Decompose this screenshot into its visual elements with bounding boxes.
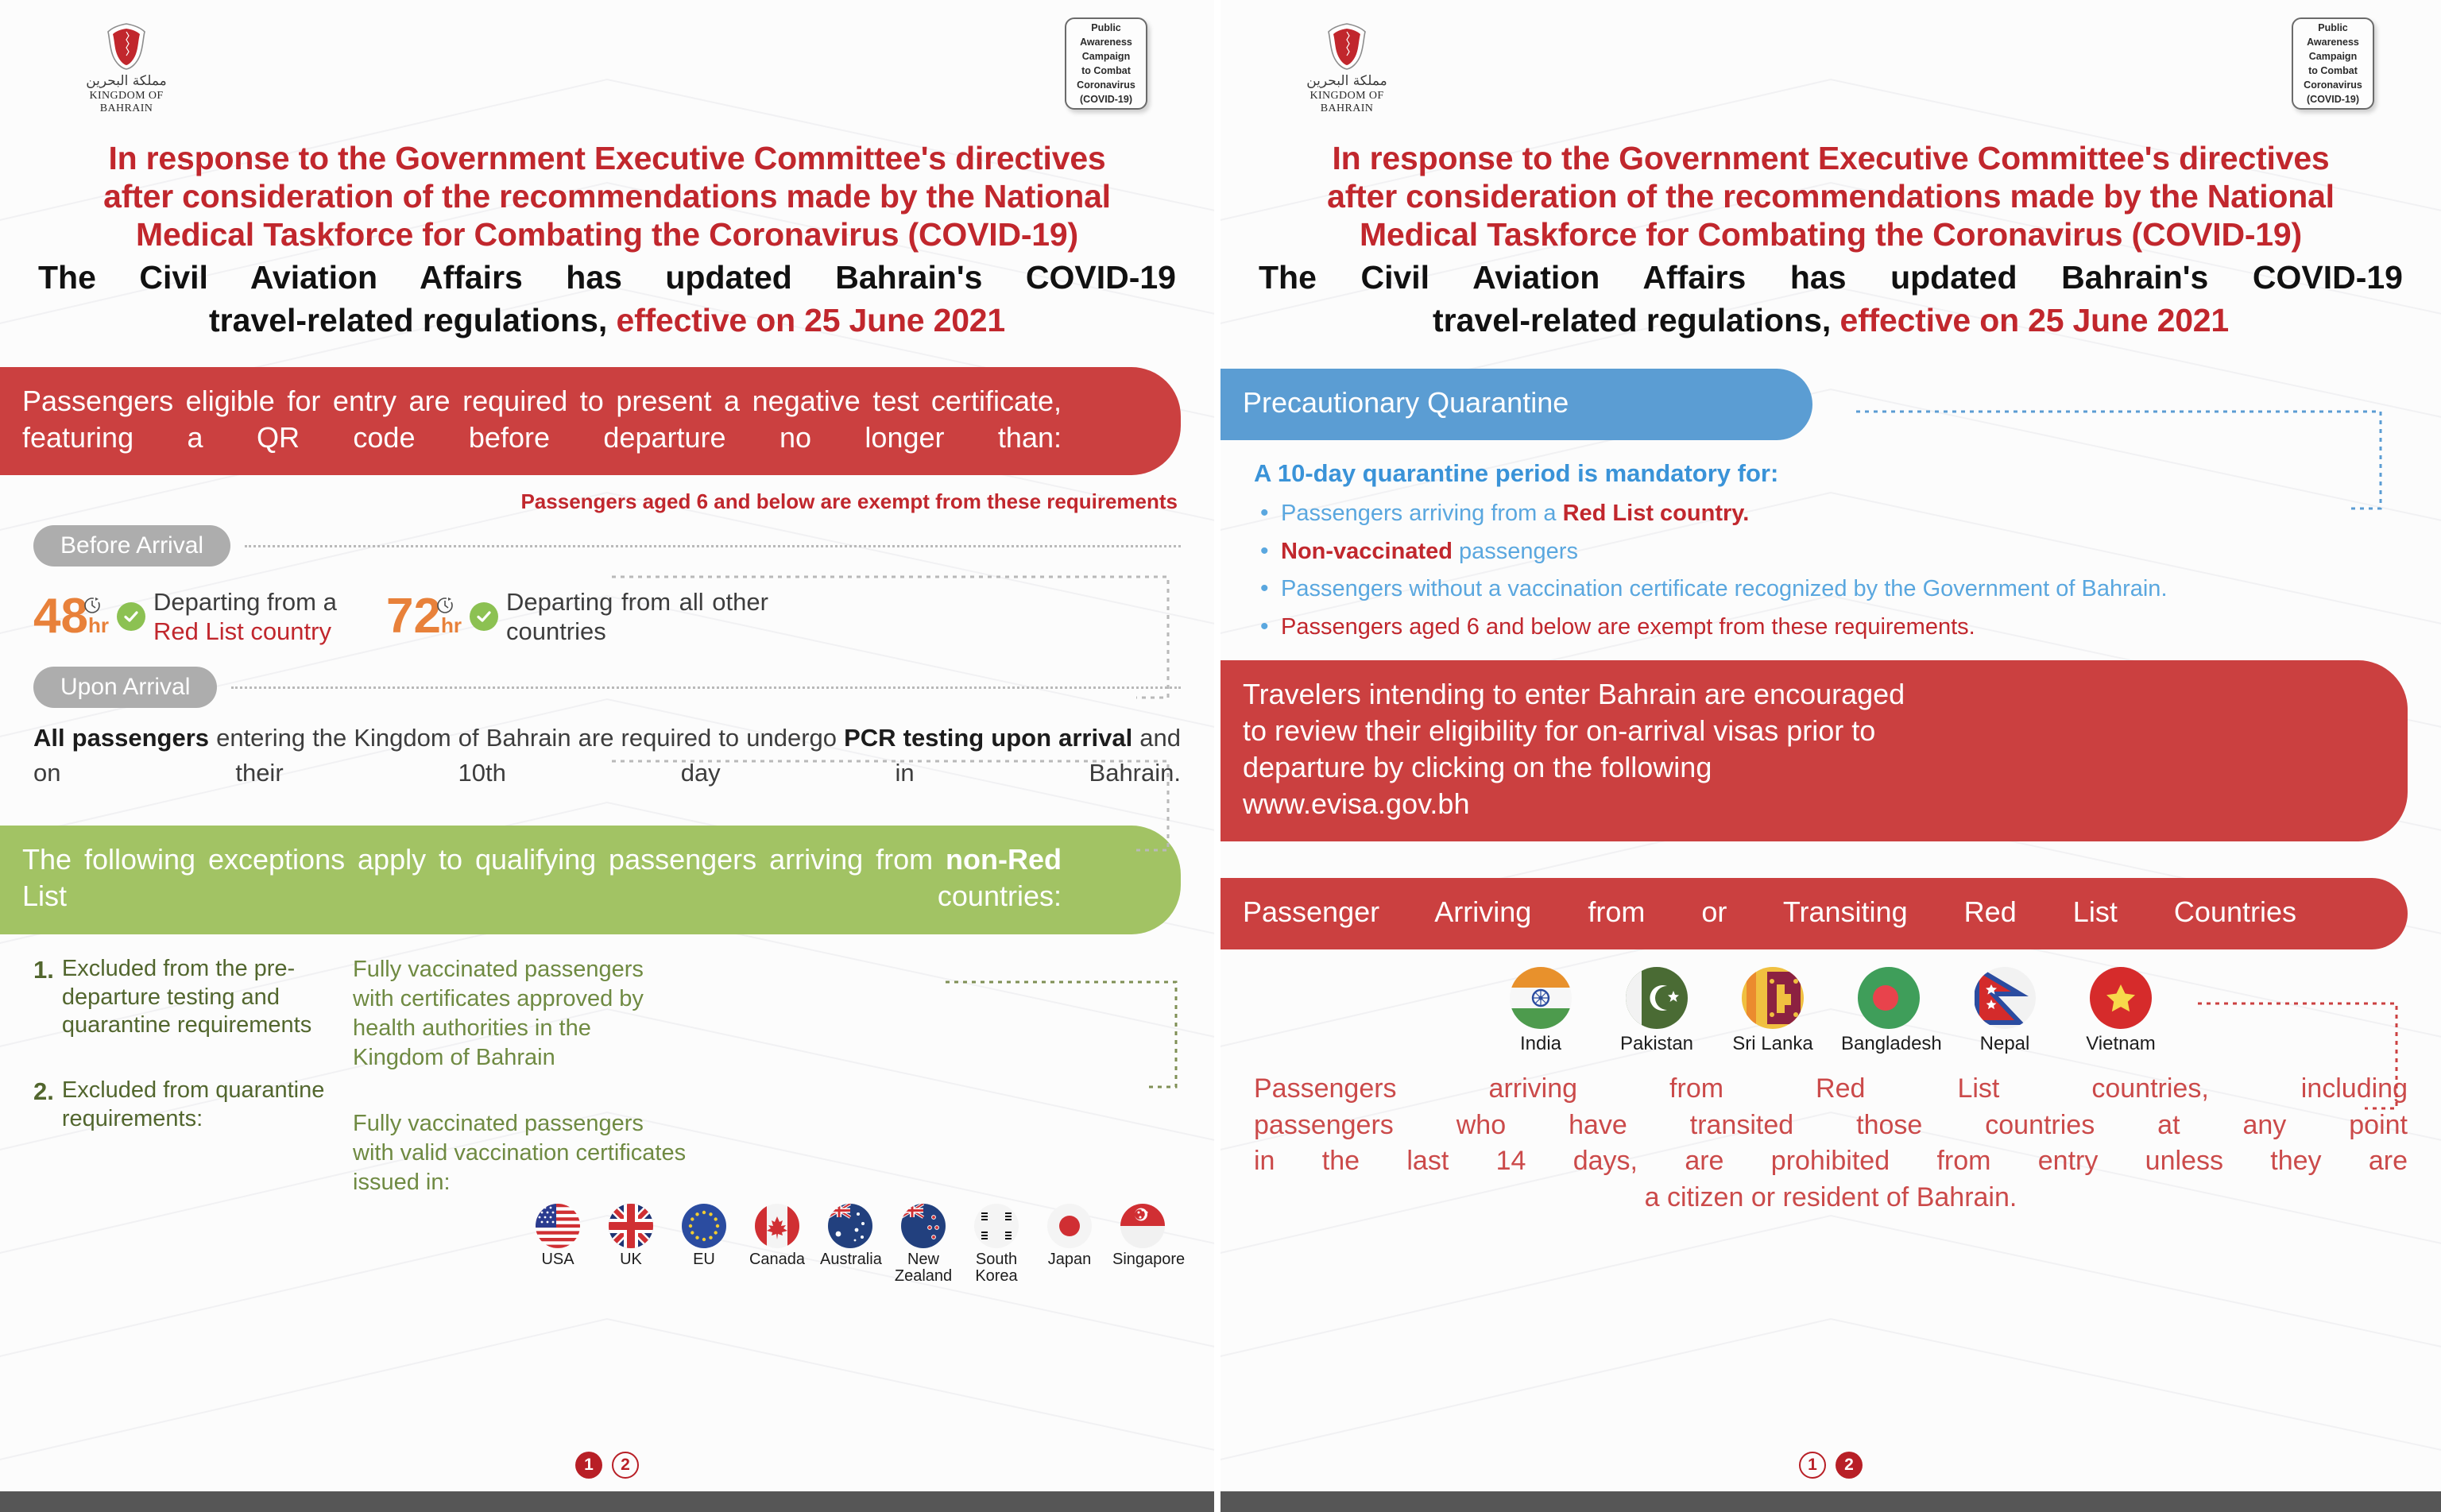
flag-canada-icon xyxy=(755,1204,799,1248)
flag-label: Sri Lanka xyxy=(1732,1033,1813,1055)
redlist-note-line-1: Passengers arriving from Red List countries, including xyxy=(1254,1073,2408,1104)
flag-vietnam-icon xyxy=(2090,967,2152,1029)
visa-banner-line-3: departure by clicking on the following xyxy=(1243,750,1712,783)
flag-japan-icon xyxy=(1047,1204,1092,1248)
before-arrival-tag: Before Arrival xyxy=(33,525,230,567)
flag-item xyxy=(1609,967,1704,1054)
bahrain-crest-logo xyxy=(67,21,186,115)
flag-label: Japan xyxy=(1047,1251,1092,1269)
upon-arrival-text-2: and on their 10th day in Bahrain. xyxy=(33,724,1181,787)
page-indicator[interactable] xyxy=(0,1452,1214,1479)
redlist-countries-flags xyxy=(1254,967,2408,1054)
title-line-5-black: travel-related regulations, xyxy=(1433,301,1832,338)
exceptions-list xyxy=(33,955,1181,1198)
footer-bar xyxy=(1220,1491,2441,1512)
exceptions-banner-text xyxy=(22,841,1062,915)
exceptions-text-a: The following exceptions apply to qualifying passengers arriving from xyxy=(22,843,946,876)
title-line-2: after consideration of the recommendations made by the National xyxy=(103,177,1111,215)
exception-number-2: 2. xyxy=(33,1077,54,1106)
hours-unit-48: hr xyxy=(87,613,109,638)
crest-english-label: KINGDOM OF BAHRAIN xyxy=(1309,90,1384,114)
flag-label: Australia xyxy=(820,1251,882,1269)
quarantine-bullet-2 xyxy=(1254,537,2408,567)
flag-label: Canada xyxy=(749,1251,806,1269)
exception-detail-1: Fully vaccinated passengers with certificates approved by health authorities in the Kingdom of Bahrain xyxy=(353,956,644,1070)
redlist-banner-text: Passenger Arriving from or Transiting Red List Countries xyxy=(1243,895,2296,928)
crest-english-label: KINGDOM OF BAHRAIN xyxy=(89,90,164,114)
title-line-5 xyxy=(38,302,1176,340)
badge-line-4: Coronavirus xyxy=(2304,79,2362,91)
hours-value-72 xyxy=(386,589,462,644)
hours-label-48 xyxy=(153,587,375,646)
exception-detail-2: Fully vaccinated passengers with valid vaccination certificates issued in: xyxy=(353,1111,687,1196)
page-1 xyxy=(0,0,1220,1512)
title-line-2: after consideration of the recommendations made by the National xyxy=(1327,177,2335,215)
public-awareness-badge xyxy=(2292,17,2374,110)
age-exemption-note: Passengers aged 6 and below are exempt from these requirements xyxy=(520,489,1178,513)
visa-banner-line-2: to review their eligibility for on-arrival visas prior to xyxy=(1243,713,1876,747)
check-circle-icon xyxy=(117,602,145,631)
dotted-connector-2 xyxy=(231,686,1181,689)
flag-label: India xyxy=(1519,1033,1562,1055)
hours-item-72 xyxy=(386,587,768,646)
exceptions-banner xyxy=(0,826,1181,934)
precautionary-quarantine-title: Precautionary Quarantine xyxy=(1243,385,1569,419)
pre-departure-hours-group xyxy=(33,587,1181,646)
flag-item xyxy=(2073,967,2168,1054)
visa-banner xyxy=(1220,660,2408,841)
flag-label: Nepal xyxy=(1979,1033,2030,1055)
hours-unit-72: hr xyxy=(440,613,462,638)
exceptions-text-bold: non-Red xyxy=(946,843,1062,876)
flag-item xyxy=(674,1204,734,1285)
upon-arrival-text-1: entering the Kingdom of Bahrain are required to undergo xyxy=(209,724,845,752)
clock-icon xyxy=(82,577,103,621)
upon-arrival-paragraph xyxy=(33,721,1181,791)
flag-label: UK xyxy=(620,1251,642,1269)
page-dot-1[interactable]: 1 xyxy=(1799,1452,1826,1479)
flag-label: Vietnam xyxy=(2086,1033,2156,1055)
crest-arabic-label: مملكة البحرين xyxy=(1306,73,1387,89)
flag-nepal-icon xyxy=(1974,967,2036,1029)
exception-item-2 xyxy=(33,1077,335,1134)
page-header xyxy=(1254,0,2408,140)
flag-singapore-icon xyxy=(1120,1204,1165,1248)
page-title xyxy=(1254,140,2408,340)
flag-item xyxy=(747,1204,807,1285)
flag-label: Pakistan xyxy=(1619,1033,1694,1055)
title-line-5-black: travel-related regulations, xyxy=(209,301,608,338)
flag-pakistan-icon xyxy=(1626,967,1688,1029)
hours-label-48-a: Departing from a xyxy=(153,588,337,616)
redlist-note-line-2: passengers who have transited those countries at any point xyxy=(1254,1109,2408,1140)
flag-label: USA xyxy=(541,1251,574,1269)
title-line-5-red: effective on 25 June 2021 xyxy=(607,301,1005,338)
redlist-note-line-3: in the last 14 days, are prohibited from entry unless they are xyxy=(1254,1146,2408,1177)
bahrain-crest-logo xyxy=(1287,21,1406,115)
page-header xyxy=(33,0,1181,140)
visa-banner-line-1: Travelers intending to enter Bahrain are encouraged xyxy=(1243,677,1905,710)
badge-line-2: Campaign xyxy=(2308,50,2358,62)
quarantine-bullet-1-bold: Red List country. xyxy=(1562,500,1750,526)
hours-label-48-b: country xyxy=(243,617,331,646)
title-line-4: The Civil Aviation Affairs has updated Bahrain's COVID-19 xyxy=(38,258,1176,296)
hours-item-48 xyxy=(33,587,375,646)
exception-number-1: 1. xyxy=(33,955,54,984)
title-line-1: In response to the Government Executive Committee's directives xyxy=(108,140,1106,176)
redlist-note-line-4: a citizen or resident of Bahrain. xyxy=(1644,1181,2017,1212)
flag-item xyxy=(1841,967,1942,1055)
badge-line-5: (COVID-19) xyxy=(1080,94,1132,106)
quarantine-bullet-3: • Passengers without a vaccination certificate recognized by the Government of Bahrain. xyxy=(1254,574,2408,605)
crest-arabic-label: مملكة البحرين xyxy=(86,73,167,89)
hours-label-72: Departing from all other countries xyxy=(505,588,768,646)
flag-item xyxy=(528,1204,588,1285)
title-line-3: Medical Taskforce for Combating the Coronavirus (COVID-19) xyxy=(136,215,1078,253)
upon-arrival-bold-1: All passengers xyxy=(33,724,210,752)
badge-line-3: to Combat xyxy=(2308,65,2358,76)
exception-item-1 xyxy=(33,955,335,1041)
quarantine-bullet-2-bold: Non-vaccinated xyxy=(1281,538,1453,564)
hours-number-72: 72 xyxy=(386,589,441,644)
exceptions-text-b: List countries: xyxy=(22,880,1062,913)
exception-text-1: Excluded from the pre-departure testing and quarantine requirements xyxy=(61,955,312,1038)
entry-requirement-banner xyxy=(0,367,1181,475)
page-dot-1[interactable]: 1 xyxy=(575,1452,602,1479)
quarantine-bullet-2-text: passengers xyxy=(1452,538,1578,564)
flag-item xyxy=(1725,967,1820,1054)
flag-label: Bangladesh xyxy=(1841,1033,1942,1055)
quarantine-bullet-list xyxy=(1254,499,2408,643)
title-line-1: In response to the Government Executive Committee's directives xyxy=(1332,140,2330,176)
flag-item xyxy=(601,1204,661,1285)
dotted-connector-1 xyxy=(245,545,1181,547)
check-circle-icon xyxy=(470,602,498,631)
redlist-prohibition-note xyxy=(1254,1071,2408,1216)
flag-sri-lanka-icon xyxy=(1742,967,1804,1029)
flag-label: EU xyxy=(693,1251,715,1269)
quarantine-lead-text: A 10-day quarantine period is mandatory for: xyxy=(1254,458,1779,487)
approved-countries-flags xyxy=(33,1204,1186,1286)
page-title xyxy=(33,140,1181,340)
badge-line-1: Public Awareness xyxy=(2307,21,2359,48)
exception-text-2: Excluded from quarantine requirements: xyxy=(61,1077,325,1132)
page-dot-2[interactable]: 2 xyxy=(612,1452,639,1479)
flag-australia-icon xyxy=(828,1204,872,1248)
title-line-5 xyxy=(1259,302,2403,340)
upon-arrival-tag: Upon Arrival xyxy=(33,667,217,708)
public-awareness-badge xyxy=(1065,17,1147,110)
upon-arrival-bold-2: PCR testing upon arrival xyxy=(844,724,1133,752)
visa-url-link[interactable]: www.evisa.gov.bh xyxy=(1243,787,1470,820)
flag-item xyxy=(1957,967,2052,1054)
quarantine-bullet-4: • Passengers aged 6 and below are exempt from these requirements. xyxy=(1254,613,2408,643)
page-2 xyxy=(1220,0,2441,1512)
title-line-3: Medical Taskforce for Combating the Coronavirus (COVID-19) xyxy=(1360,215,2302,253)
flag-label: South Korea xyxy=(975,1251,1018,1286)
flag-south-korea-icon xyxy=(974,1204,1019,1248)
flag-new-zealand-icon xyxy=(901,1204,946,1248)
badge-line-1: Public Awareness xyxy=(1080,21,1132,48)
flag-bangladesh-icon xyxy=(1858,967,1920,1029)
flag-item xyxy=(966,1204,1027,1285)
quarantine-bullet-1 xyxy=(1254,499,2408,529)
page-indicator[interactable] xyxy=(1220,1452,2441,1479)
flag-india-icon xyxy=(1510,967,1572,1029)
badge-line-4: Coronavirus xyxy=(1077,79,1135,91)
flag-item xyxy=(1112,1204,1186,1285)
page-dot-2[interactable]: 2 xyxy=(1836,1452,1863,1479)
footer-bar xyxy=(0,1491,1214,1512)
badge-line-2: Campaign xyxy=(1081,50,1131,62)
flag-item xyxy=(1493,967,1588,1054)
badge-line-3: to Combat xyxy=(1081,65,1131,76)
clock-icon xyxy=(435,577,455,621)
quarantine-bullet-1-text: Passengers arriving from a xyxy=(1281,500,1563,526)
flag-uk-icon xyxy=(609,1204,653,1248)
hours-label-48-red: Red List xyxy=(153,617,244,646)
title-line-5-red: effective on 25 June 2021 xyxy=(1831,301,2229,338)
flag-eu-icon xyxy=(682,1204,726,1248)
flag-item xyxy=(893,1204,954,1285)
flag-item xyxy=(1039,1204,1100,1285)
flag-usa-icon xyxy=(536,1204,580,1248)
hours-value-48 xyxy=(33,589,109,644)
precautionary-quarantine-banner xyxy=(1220,369,1812,440)
bahrain-emblem-icon xyxy=(102,21,151,72)
entry-requirement-text: Passengers eligible for entry are required to present a negative test certificate, featuring a QR code before departure no longer than: xyxy=(22,384,1062,454)
redlist-banner xyxy=(1220,878,2408,949)
bahrain-emblem-icon xyxy=(1322,21,1371,72)
flag-item xyxy=(820,1204,880,1285)
title-line-4: The Civil Aviation Affairs has updated Bahrain's COVID-19 xyxy=(1259,258,2403,296)
flag-label: New Zealand xyxy=(894,1251,953,1286)
flag-label: Singapore xyxy=(1112,1251,1186,1269)
hours-number-48: 48 xyxy=(33,589,88,644)
badge-line-5: (COVID-19) xyxy=(2307,94,2359,106)
